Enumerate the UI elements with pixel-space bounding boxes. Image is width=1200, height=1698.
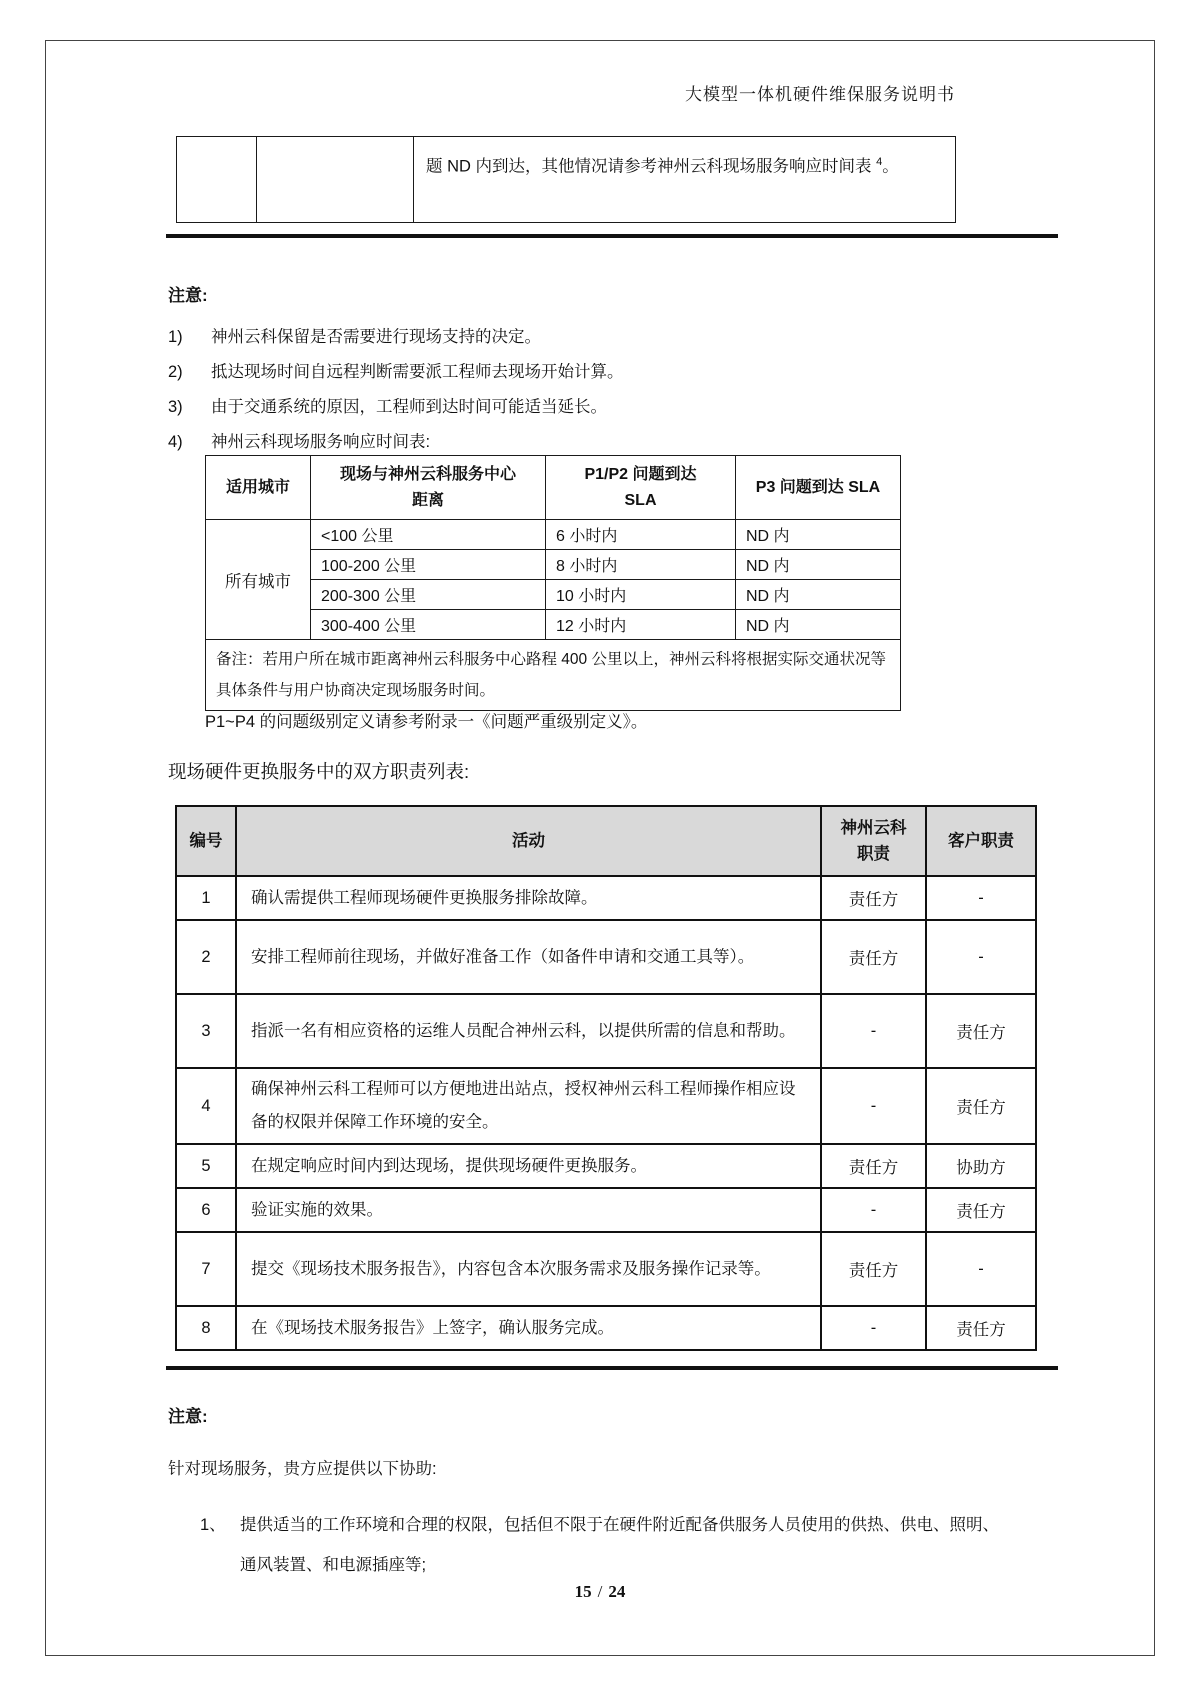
- footnote-superscript: 4: [876, 156, 883, 168]
- list-item-number: 1、: [200, 1516, 226, 1534]
- header-city-label: 适用城市: [225, 478, 290, 496]
- table-row: [176, 1232, 1036, 1306]
- cell-number: 1: [176, 876, 236, 920]
- fragment-cell-text: [414, 137, 956, 223]
- header-activity: [236, 806, 821, 876]
- cell-number: 2: [176, 920, 236, 994]
- list-item: [168, 431, 928, 453]
- cell-customer-duty: 责任方: [926, 1068, 1036, 1144]
- p1p4-definition-note: P1~P4 的问题级别定义请参考附录一《问题严重级别定义》。: [205, 713, 648, 731]
- page-footer: [0, 1582, 1200, 1602]
- cell-vendor-duty: -: [821, 1306, 926, 1350]
- table-row: [176, 994, 1036, 1068]
- horizontal-rule-bottom: [166, 1366, 1058, 1370]
- cell-customer-duty: 责任方: [926, 994, 1036, 1068]
- header-p3-sla: [736, 456, 901, 520]
- cell-number: 8: [176, 1306, 236, 1350]
- document-header-title: 大模型一体机硬件维保服务说明书: [685, 85, 955, 104]
- header-vendor-line2: 职责: [857, 845, 890, 863]
- header-vendor-line1: 神州云科: [840, 819, 907, 837]
- cell-distance: 100-200 公里: [311, 550, 546, 580]
- cell-number: 7: [176, 1232, 236, 1306]
- table-header-row: [176, 806, 1036, 876]
- table-row: [206, 520, 901, 550]
- header-customer-duty: [926, 806, 1036, 876]
- table-row: [206, 550, 901, 580]
- notice-label-2: 注意:: [168, 1407, 208, 1426]
- cell-p3: ND 内: [736, 610, 901, 640]
- cell-customer-duty: -: [926, 1232, 1036, 1306]
- cell-activity: 提交《现场技术服务报告》，内容包含本次服务需求及服务操作记录等。: [236, 1232, 821, 1306]
- list-item-number: 1): [168, 328, 183, 346]
- cell-p3: ND 内: [736, 520, 901, 550]
- responsibilities-table: [175, 805, 1037, 1351]
- list-item: [200, 1505, 1010, 1585]
- table-row: [177, 137, 956, 223]
- cell-distance: 300-400 公里: [311, 610, 546, 640]
- cell-vendor-duty: 责任方: [821, 1144, 926, 1188]
- page-number-separator: /: [597, 1582, 603, 1601]
- cell-number: 3: [176, 994, 236, 1068]
- cell-p12: 10 小时内: [546, 580, 736, 610]
- cell-activity: 确保神州云科工程师可以方便地进出站点，授权神州云科工程师操作相应设备的权限并保障工作环境的安全。: [236, 1068, 821, 1144]
- cell-distance: <100 公里: [311, 520, 546, 550]
- header-p12-sla: [546, 456, 736, 520]
- list-item-text: 由于交通系统的原因，工程师到达时间可能适当延长。: [211, 398, 607, 416]
- cell-customer-duty: 责任方: [926, 1188, 1036, 1232]
- cell-remark: 备注：若用户所在城市距离神州云科服务中心路程 400 公里以上，神州云科将根据实际交通状况等具体条件与用户协商决定现场服务时间。: [206, 640, 901, 711]
- horizontal-rule-top: [166, 234, 1058, 238]
- cell-customer-duty: 协助方: [926, 1144, 1036, 1188]
- table-row: [176, 1188, 1036, 1232]
- cell-vendor-duty: -: [821, 1188, 926, 1232]
- header-customer-label: 客户职责: [948, 832, 1014, 850]
- cell-activity: 安排工程师前往现场，并做好准备工作（如备件申请和交通工具等）。: [236, 920, 821, 994]
- page-number-total: 24: [608, 1582, 626, 1601]
- table-row: [206, 610, 901, 640]
- cell-customer-duty: -: [926, 920, 1036, 994]
- list-item: [168, 396, 928, 418]
- cell-activity: 确认需提供工程师现场硬件更换服务排除故障。: [236, 876, 821, 920]
- cell-number: 6: [176, 1188, 236, 1232]
- cell-vendor-duty: 责任方: [821, 876, 926, 920]
- cell-city-all: 所有城市: [206, 520, 311, 640]
- responsibilities-heading: 现场硬件更换服务中的双方职责列表:: [168, 761, 470, 782]
- list-item-number: 2): [168, 363, 183, 381]
- cell-p12: 6 小时内: [546, 520, 736, 550]
- header-p3-label: P3 问题到达 SLA: [755, 478, 881, 496]
- cell-vendor-duty: 责任方: [821, 1232, 926, 1306]
- table-row: [176, 1144, 1036, 1188]
- cell-vendor-duty: -: [821, 1068, 926, 1144]
- cell-vendor-duty: 责任方: [821, 920, 926, 994]
- table-remark-row: [206, 640, 901, 711]
- list-item-number: 3): [168, 398, 183, 416]
- cell-vendor-duty: -: [821, 994, 926, 1068]
- cell-customer-duty: -: [926, 876, 1036, 920]
- cell-p12: 12 小时内: [546, 610, 736, 640]
- header-number: [176, 806, 236, 876]
- assist-intro-text: 针对现场服务，贵方应提供以下协助:: [168, 1460, 437, 1478]
- header-distance-line1: 现场与神州云科服务中心: [339, 465, 516, 483]
- fragment-cell-empty-1: [177, 137, 257, 223]
- page-number-current: 15: [574, 1582, 592, 1601]
- cell-activity: 在规定响应时间内到达现场，提供现场硬件更换服务。: [236, 1144, 821, 1188]
- sla-response-table: [205, 455, 901, 711]
- list-item: [168, 361, 928, 383]
- list-item-text: 提供适当的工作环境和合理的权限，包括但不限于在硬件附近配备供服务人员使用的供热、供电、照明、通风装置、和电源插座等;: [240, 1516, 999, 1574]
- notice-numbered-list: [168, 326, 928, 466]
- header-city: [206, 456, 311, 520]
- header-vendor-duty: [821, 806, 926, 876]
- fragment-cell-empty-2: [257, 137, 414, 223]
- list-item: [168, 326, 928, 348]
- header-number-label: 编号: [189, 832, 223, 850]
- cell-p3: ND 内: [736, 550, 901, 580]
- cell-customer-duty: 责任方: [926, 1306, 1036, 1350]
- top-table-fragment: [176, 136, 956, 223]
- header-p12-line1: P1/P2 问题到达: [584, 465, 697, 483]
- header-activity-label: 活动: [512, 832, 545, 850]
- list-item-text: 抵达现场时间自远程判断需要派工程师去现场开始计算。: [211, 363, 624, 381]
- table-header-row: [206, 456, 901, 520]
- table-row: [206, 580, 901, 610]
- table-row: [176, 1068, 1036, 1144]
- fragment-text-2: 时间表: [822, 157, 872, 176]
- notice-label-1: 注意:: [168, 286, 208, 305]
- table-row: [176, 876, 1036, 920]
- table-row: [176, 1306, 1036, 1350]
- header-distance: [311, 456, 546, 520]
- list-item-number: 4): [168, 433, 183, 451]
- cell-number: 4: [176, 1068, 236, 1144]
- cell-p12: 8 小时内: [546, 550, 736, 580]
- fragment-text: 题 ND 内到达，其他情况请参考神州云科现场服务响应: [426, 157, 822, 176]
- cell-number: 5: [176, 1144, 236, 1188]
- fragment-text-end: 。: [882, 157, 899, 176]
- table-row: [176, 920, 1036, 994]
- cell-activity: 验证实施的效果。: [236, 1188, 821, 1232]
- cell-p3: ND 内: [736, 580, 901, 610]
- cell-activity: 在《现场技术服务报告》上签字，确认服务完成。: [236, 1306, 821, 1350]
- header-distance-line2: 距离: [411, 491, 444, 509]
- list-item-text: 神州云科保留是否需要进行现场支持的决定。: [211, 328, 541, 346]
- list-item-text: 神州云科现场服务响应时间表:: [211, 433, 431, 451]
- cell-distance: 200-300 公里: [311, 580, 546, 610]
- cell-activity: 指派一名有相应资格的运维人员配合神州云科，以提供所需的信息和帮助。: [236, 994, 821, 1068]
- header-p12-line2: SLA: [624, 491, 657, 509]
